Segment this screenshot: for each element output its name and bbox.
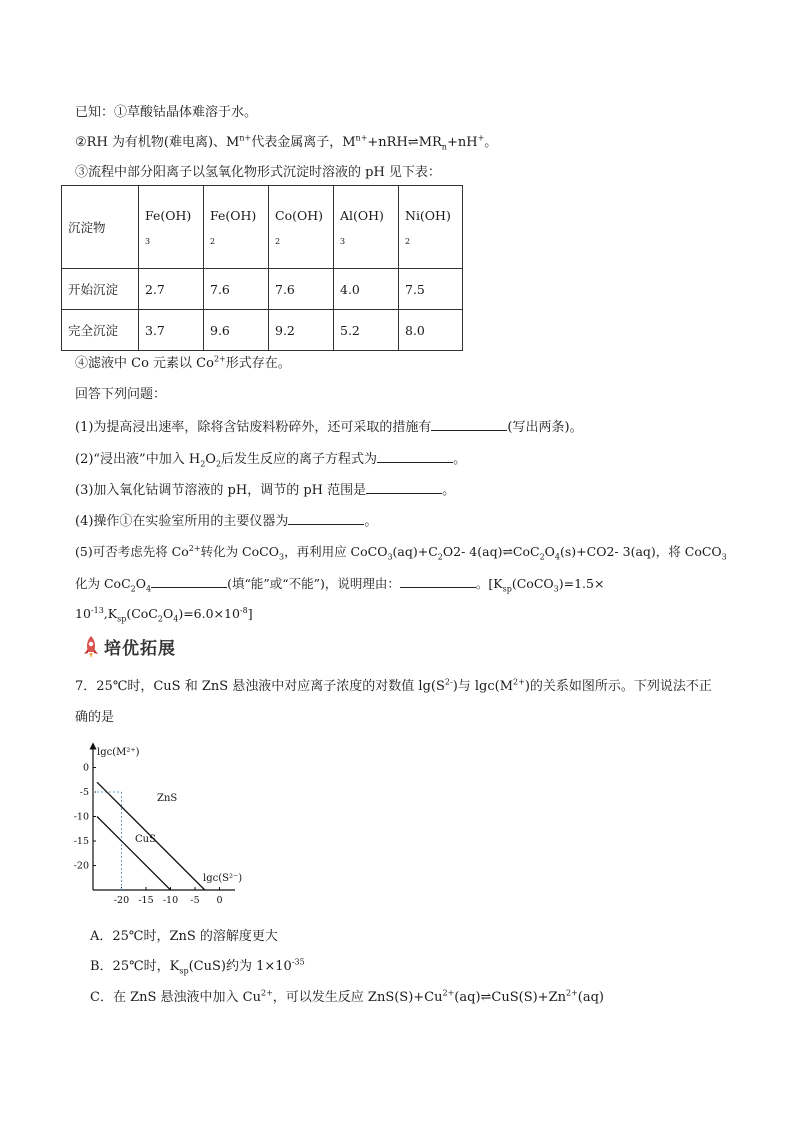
question-5-line-3: $10^{-13},K_{sp}(CoC_2O_4)=6.0\times 10^{-8}$] (75, 605, 253, 624)
question-3: (3)加入氧化钴调节溶液的 pH，调节的 pH 范围是 。 (75, 483, 456, 498)
table-header: Ni(OH) 2 (399, 186, 463, 269)
x-tick-label: -10 (162, 895, 179, 906)
table-cell: 9.2 (269, 310, 334, 351)
table-cell: 7.5 (399, 269, 463, 310)
section-logo (82, 634, 176, 659)
question-5-line-2: 化为 $CoC_2O_4$ (填“能”或“不能”)，说明理由： 。[$K_{sp}(CoCO_3)=1.5\times$ (75, 576, 605, 594)
question-2: (2)“浸出液”中加入 $H_2O_2$后发生反应的离子方程式为 。 (75, 452, 467, 469)
question-1: (1)为提高浸出速率，除将含钴废料粉碎外，还可采取的措施有 (写出两条)。 (75, 420, 583, 435)
table-cell: 2.7 (139, 269, 204, 310)
x-tick-label: -15 (138, 895, 154, 906)
y-axis-label: lgc(M²⁺) (97, 747, 140, 758)
series-label-zns: ZnS (157, 793, 178, 804)
known-intro: 已知：①草酸钴晶体难溶于水。 (75, 105, 258, 120)
section-logo-text: 培优拓展 (104, 639, 176, 659)
chart-axes (93, 746, 235, 890)
table-header: Co(OH) 2 (269, 186, 334, 269)
y-tick-label: -5 (79, 787, 89, 798)
table-cell: 7.6 (269, 269, 334, 310)
chart-labels (74, 747, 243, 906)
known-item-2: ②RH 为有机物(难电离)、$M^{n+}$代表金属离子，$M^{n+}+nRH\rightleftharpoons MR_n+nH^+$。 (75, 133, 498, 152)
table-cell: 开始沉淀 (62, 269, 139, 310)
known-item-3: ③流程中部分阳离子以氢氧化物形式沉淀时溶液的 pH 见下表： (75, 165, 441, 180)
table-cell: 9.6 (204, 310, 269, 351)
option-a[interactable]: A．25℃时，ZnS 的溶解度更大 (90, 929, 278, 944)
option-b[interactable]: B．25℃时，$K_{sp}(CuS)$约为 $1\times 10^{-35}$ (90, 957, 305, 976)
table-row (62, 310, 463, 351)
y-tick-label: -15 (73, 836, 89, 847)
table-header: Fe(OH) 3 (139, 186, 204, 269)
question-7-line-1: 7．25℃时，CuS 和 ZnS 悬浊液中对应离子浓度的对数值 $\lg(S^{2-})$与 $\lg c(M^{2+})$的关系如图所示。下列说法不正 (75, 677, 712, 694)
answer-blank[interactable] (400, 575, 476, 588)
known-item-4: ④滤液中 Co 元素以 $Co^{2+}$形式存在。 (75, 354, 291, 371)
x-tick-label: -5 (190, 895, 200, 906)
question-5-line-1: (5)可否考虑先将 $Co^{2+}$转化为 CoCO$_3$，再利用应 $CoCO_3(aq)+C_2O2-$ $4(aq)\rightleftharpoons CoC_2O_4(s)+CO2-$ 3(aq)，将 CoCO$_3$ (75, 543, 727, 562)
chart-guides (93, 792, 122, 890)
x-axis-label: lgc(S²⁻) (203, 873, 243, 884)
x-tick-label: 0 (216, 895, 223, 906)
option-c[interactable]: C．在 ZnS 悬浊液中加入 $Cu^{2+}$，可以发生反应 $ZnS(S)+Cu^{2+}(aq)\rightleftharpoons CuS(S)+Zn^{2+}(aq)$ (90, 988, 604, 1005)
answer-prompt: 回答下列问题： (75, 387, 167, 402)
table-cell: 3.7 (139, 310, 204, 351)
table-cell: 完全沉淀 (62, 310, 139, 351)
table-header: Fe(OH) 2 (204, 186, 269, 269)
y-tick-label: -10 (73, 811, 89, 823)
answer-blank[interactable] (366, 481, 442, 494)
y-tick-label: 0 (82, 762, 89, 774)
table-cell: 5.2 (334, 310, 399, 351)
y-tick-label: -20 (73, 860, 89, 872)
answer-blank[interactable] (377, 450, 453, 463)
series-label-cus: CuS (135, 834, 156, 845)
question-7-line-2: 确的是 (75, 710, 115, 725)
solubility-chart (65, 738, 255, 913)
table-cell: 8.0 (399, 310, 463, 351)
table-cell: 7.6 (204, 269, 269, 310)
table-row (62, 269, 463, 310)
precipitation-ph-table (61, 185, 463, 351)
answer-blank[interactable] (151, 575, 227, 588)
table-cell: 4.0 (334, 269, 399, 310)
question-4: (4)操作①在实验室所用的主要仪器为 。 (75, 514, 378, 529)
answer-blank[interactable] (288, 512, 364, 525)
series-line-cus (97, 817, 171, 891)
table-corner: 沉淀物 (62, 186, 139, 269)
table-header: Al(OH) 3 (334, 186, 399, 269)
x-tick-label: -20 (113, 895, 130, 906)
rocket-icon (82, 635, 100, 659)
answer-blank[interactable] (431, 418, 507, 431)
